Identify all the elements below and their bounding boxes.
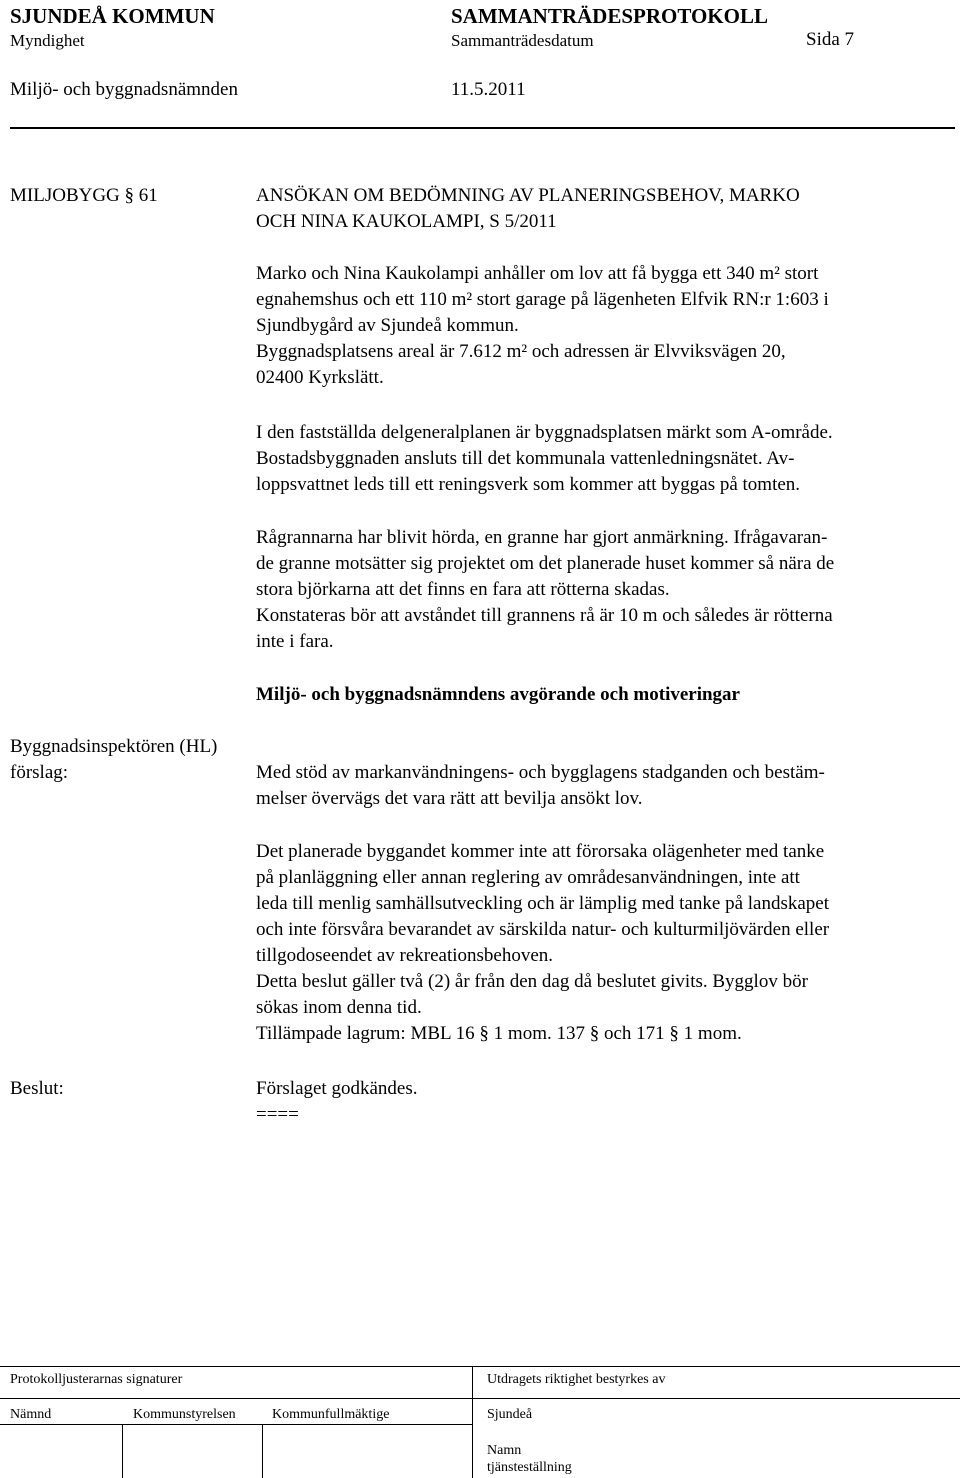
document-type: SAMMANTRÄDESPROTOKOLL bbox=[451, 4, 768, 28]
case-title-line: ANSÖKAN OM BEDÖMNING AV PLANERINGSBEHOV, MARKO bbox=[256, 185, 800, 206]
decision-label: Beslut: bbox=[10, 1078, 64, 1099]
text-line: Sjundbygård av Sjundeå kommun. bbox=[256, 315, 519, 336]
end-marker: ==== bbox=[256, 1104, 299, 1125]
text-line: inte i fara. bbox=[256, 631, 334, 652]
justification-paragraph bbox=[256, 839, 956, 1047]
footer-col-board: Nämnd bbox=[10, 1407, 52, 1422]
proposal-label-line2: förslag: bbox=[10, 762, 69, 783]
text-line: tillgodoseendet av rekreationsbehoven. bbox=[256, 945, 554, 966]
text-line: melser övervägs det vara rätt att bevilja ansökt lov. bbox=[256, 788, 643, 809]
text-line: egnahemshus och ett 110 m² stort garage på lägenheten Elfvik RN:r 1:603 i bbox=[256, 289, 829, 310]
text-line: 02400 Kyrkslätt. bbox=[256, 367, 384, 388]
footer-position-label: tjänsteställning bbox=[487, 1460, 572, 1475]
applied-law-line bbox=[256, 1021, 956, 1047]
footer-column-divider bbox=[472, 1366, 473, 1478]
date-label: Sammanträdesdatum bbox=[451, 31, 594, 50]
footer-col-council: Kommunfullmäktige bbox=[272, 1407, 390, 1422]
authority-name: Miljö- och byggnadsnämnden bbox=[10, 79, 238, 100]
footer-name-label: Namn bbox=[487, 1443, 522, 1458]
text-line: Bostadsbyggnaden ansluts till det kommunala vattenledningsnätet. Av- bbox=[256, 448, 795, 469]
plan-paragraph bbox=[256, 420, 956, 498]
text-line: leda till menlig samhällsutveckling och är lämplig med tanke på landskapet bbox=[256, 893, 830, 914]
org-name: SJUNDEÅ KOMMUN bbox=[10, 4, 215, 28]
text-line: de granne motsätter sig projektet om det planerade huset kommer så nära de bbox=[256, 553, 835, 574]
law-mid2: och 171 bbox=[603, 1023, 665, 1044]
law-mid: 1 mom. 137 bbox=[493, 1023, 585, 1044]
section-symbol: § bbox=[479, 1023, 489, 1044]
case-title-line: OCH NINA KAUKOLAMPI, S 5/2011 bbox=[256, 211, 557, 232]
header-divider bbox=[10, 127, 955, 129]
decision-text: Förslaget godkändes. bbox=[256, 1078, 418, 1099]
text-line: Med stöd av markanvändningens- och bygglagens stadganden och bestäm- bbox=[256, 762, 825, 783]
meeting-date: 11.5.2011 bbox=[451, 79, 526, 100]
text-line: Rågrannarna har blivit hörda, en granne har gjort anmärkning. Ifrågavaran- bbox=[256, 527, 828, 548]
footer-lower-rule bbox=[0, 1424, 472, 1425]
footer-cell-divider bbox=[122, 1424, 123, 1478]
case-id-number: 61 bbox=[138, 185, 158, 206]
text-line: Det planerade byggandet kommer inte att förorsaka olägenheter med tanke bbox=[256, 841, 825, 862]
signatures-label: Protokolljusterarnas signaturer bbox=[10, 1372, 183, 1387]
section-symbol: § bbox=[124, 185, 135, 206]
law-suffix: 1 mom. bbox=[683, 1023, 742, 1044]
text-line: stora björkarna att det finns en fara att rötterna skadas. bbox=[256, 579, 670, 600]
text-line: loppsvattnet leds till ett reningsverk som kommer att byggas på tomten. bbox=[256, 474, 801, 495]
text-line: Detta beslut gäller två (2) år från den dag då beslutet givits. Bygglov bör bbox=[256, 971, 808, 992]
section-symbol: § bbox=[669, 1023, 679, 1044]
footer-cell-divider bbox=[262, 1424, 263, 1478]
section-symbol: § bbox=[589, 1023, 600, 1044]
text-line: I den fastställda delgeneralplanen är byggnadsplatsen märkt som A-område. bbox=[256, 422, 833, 443]
proposal-paragraph bbox=[256, 760, 956, 812]
case-id-prefix: MILJOBYGG bbox=[10, 185, 120, 206]
law-prefix: Tillämpade lagrum: MBL 16 bbox=[256, 1023, 475, 1044]
text-line: Konstateras bör att avståndet till grannens rå är 10 m och således är rötterna bbox=[256, 605, 833, 626]
text-line: Byggnadsplatsens areal är 7.612 m² och adressen är Elvviksvägen 20, bbox=[256, 341, 786, 362]
neighbours-paragraph bbox=[256, 525, 956, 655]
authority-label: Myndighet bbox=[10, 31, 85, 50]
text-line: och inte försvåra bevarandet av särskilda natur- och kulturmiljövärden eller bbox=[256, 919, 830, 940]
decision-heading: Miljö- och byggnadsnämndens avgörande och motiveringar bbox=[256, 684, 740, 705]
case-id bbox=[10, 183, 158, 209]
footer-middle-rule bbox=[0, 1398, 960, 1399]
proposal-label-line1: Byggnadsinspektören (HL) bbox=[10, 736, 218, 757]
application-paragraph bbox=[256, 261, 956, 391]
footer-top-rule bbox=[0, 1366, 960, 1367]
certified-label: Utdragets riktighet bestyrkes av bbox=[487, 1372, 666, 1387]
footer-place: Sjundeå bbox=[487, 1407, 533, 1422]
page-number: Sida 7 bbox=[806, 29, 855, 50]
case-title bbox=[256, 183, 800, 235]
text-line: Marko och Nina Kaukolampi anhåller om lov att få bygga ett 340 m² stort bbox=[256, 263, 819, 284]
footer-col-municipal-board: Kommunstyrelsen bbox=[133, 1407, 236, 1422]
text-line: på planläggning eller annan reglering av områdesanvändningen, inte att bbox=[256, 867, 800, 888]
text-line: sökas inom denna tid. bbox=[256, 997, 422, 1018]
